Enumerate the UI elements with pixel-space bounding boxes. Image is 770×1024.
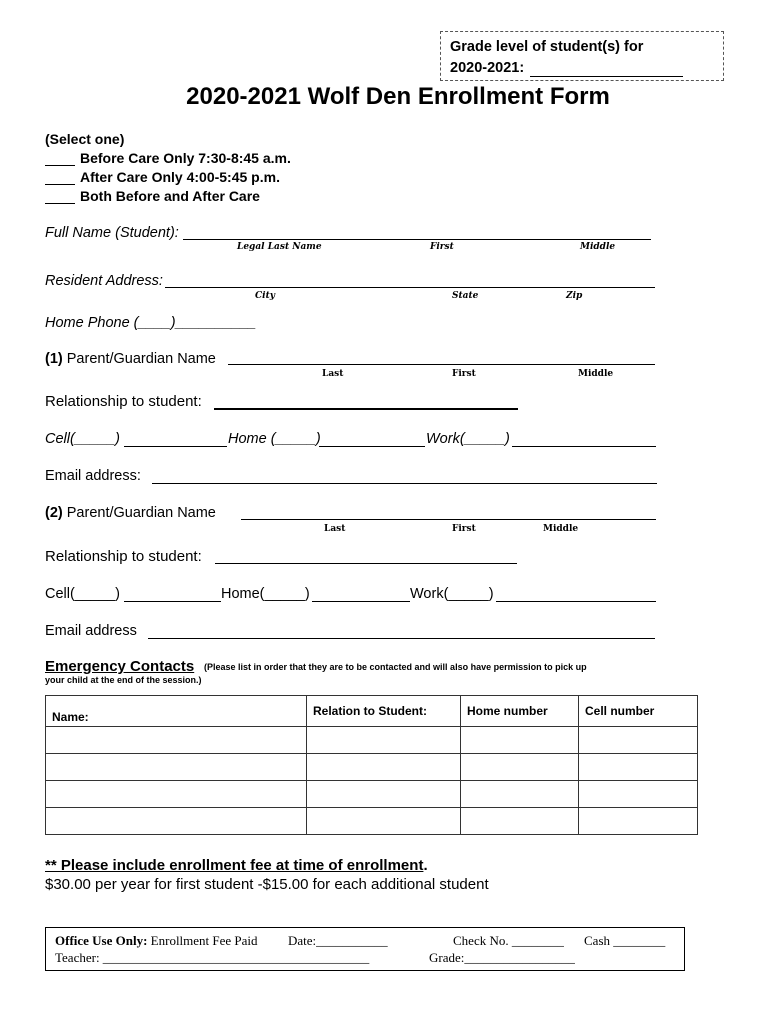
office-check-field[interactable]: Check No. ________ — [453, 933, 564, 948]
page-title: 2020-2021 Wolf Den Enrollment Form — [186, 83, 610, 110]
table-cell[interactable] — [579, 808, 698, 835]
address-city-sublabel: City — [255, 291, 275, 301]
option-before-care: Before Care Only 7:30-8:45 a.m. — [80, 150, 291, 166]
address-state-sublabel: State — [452, 291, 479, 301]
emergency-note-line2: your child at the end of the session.) — [45, 675, 202, 685]
guardian1-home-label: Home (_____) — [228, 431, 321, 447]
guardian1-email-field[interactable] — [152, 483, 657, 484]
table-row — [46, 727, 698, 754]
table-cell[interactable] — [307, 727, 461, 754]
col-cell-header: Cell number — [579, 696, 698, 727]
guardian2-name-label: (2) Parent/Guardian Name — [45, 505, 216, 521]
student-first-sublabel: First — [430, 242, 454, 252]
table-row — [46, 808, 698, 835]
grade-level-box — [440, 31, 724, 81]
guardian2-home-field[interactable] — [312, 601, 410, 602]
table-cell[interactable] — [307, 808, 461, 835]
table-cell[interactable] — [46, 754, 307, 781]
option-both-care: Both Before and After Care — [80, 188, 260, 204]
guardian1-relationship-label: Relationship to student: — [45, 393, 202, 410]
option-before-blank[interactable] — [45, 165, 75, 166]
guardian2-cell-field[interactable] — [124, 601, 221, 602]
guardian2-work-field[interactable] — [496, 601, 656, 602]
table-cell[interactable] — [46, 808, 307, 835]
grade-level-line[interactable] — [530, 76, 683, 77]
table-cell[interactable] — [579, 727, 698, 754]
table-cell[interactable] — [461, 808, 579, 835]
guardian1-first-sublabel: First — [452, 369, 476, 379]
guardian2-last-sublabel: Last — [324, 524, 346, 534]
student-last-sublabel: Legal Last Name — [237, 242, 322, 252]
guardian2-relationship-field[interactable] — [215, 563, 517, 564]
guardian1-relationship-field[interactable] — [214, 408, 518, 410]
table-cell[interactable] — [461, 727, 579, 754]
fee-heading: ** Please include enrollment fee at time of enrollment. — [45, 857, 428, 874]
table-row — [46, 754, 698, 781]
emergency-heading: Emergency Contacts — [45, 658, 195, 675]
option-both-blank[interactable] — [45, 203, 75, 204]
table-header-row — [46, 696, 698, 727]
student-name-label: Full Name (Student): — [45, 225, 179, 241]
office-cash-field[interactable]: Cash ________ — [584, 933, 666, 948]
guardian2-email-label: Email address — [45, 623, 137, 639]
guardian1-home-field[interactable] — [319, 446, 425, 447]
guardian2-relationship-label: Relationship to student: — [45, 548, 202, 565]
guardian1-name-field[interactable] — [228, 364, 655, 365]
guardian1-work-field[interactable] — [512, 446, 656, 447]
col-home-header: Home number — [461, 696, 579, 727]
address-label: Resident Address: — [45, 273, 163, 289]
table-row — [46, 781, 698, 808]
student-middle-sublabel: Middle — [580, 242, 616, 252]
address-zip-sublabel: Zip — [566, 291, 583, 301]
guardian2-name-field[interactable] — [241, 519, 656, 520]
col-relation-header: Relation to Student: — [307, 696, 461, 727]
table-cell[interactable] — [579, 754, 698, 781]
home-phone-field[interactable]: Home Phone (____)__________ — [45, 315, 257, 331]
option-after-care: After Care Only 4:00-5:45 p.m. — [80, 169, 280, 185]
student-name-field[interactable] — [183, 239, 651, 240]
guardian1-cell-field[interactable] — [124, 446, 227, 447]
office-grade-field[interactable]: Grade:_________________ — [429, 950, 575, 965]
table-cell[interactable] — [307, 754, 461, 781]
guardian2-home-label: Home(_____) — [221, 586, 310, 602]
option-after-blank[interactable] — [45, 184, 75, 185]
guardian2-first-sublabel: First — [452, 524, 476, 534]
emergency-table — [45, 695, 698, 835]
guardian2-middle-sublabel: Middle — [543, 524, 579, 534]
emergency-note-line1: (Please list in order that they are to be contacted and will also have permission to pick up — [204, 662, 587, 672]
col-name-header: Name: — [46, 696, 307, 727]
guardian2-cell-label: Cell(_____) — [45, 586, 120, 602]
table-cell[interactable] — [579, 781, 698, 808]
office-date-field[interactable]: Date:___________ — [288, 933, 388, 948]
guardian1-middle-sublabel: Middle — [578, 369, 614, 379]
table-cell[interactable] — [461, 781, 579, 808]
fee-text: $30.00 per year for first student -$15.00 for each additional student — [45, 876, 489, 893]
table-cell[interactable] — [46, 781, 307, 808]
address-field[interactable] — [165, 287, 655, 288]
table-cell[interactable] — [461, 754, 579, 781]
grade-level-year: 2020-2021: — [450, 60, 525, 76]
table-cell[interactable] — [46, 727, 307, 754]
guardian1-last-sublabel: Last — [322, 369, 344, 379]
guardian1-cell-label: Cell(_____) — [45, 431, 120, 447]
grade-level-label: Grade level of student(s) for — [450, 39, 644, 55]
office-use-label: Office Use Only: Enrollment Fee Paid — [55, 933, 258, 948]
table-cell[interactable] — [307, 781, 461, 808]
guardian2-email-field[interactable] — [148, 638, 655, 639]
guardian2-work-label: Work(_____) — [410, 586, 494, 602]
guardian1-email-label: Email address: — [45, 468, 141, 484]
office-teacher-field[interactable]: Teacher: _________________________________________ — [55, 950, 370, 965]
office-use-box — [45, 927, 685, 971]
select-heading: (Select one) — [45, 131, 125, 147]
guardian1-work-label: Work(_____) — [426, 431, 510, 447]
guardian1-name-label: (1) Parent/Guardian Name — [45, 351, 216, 367]
